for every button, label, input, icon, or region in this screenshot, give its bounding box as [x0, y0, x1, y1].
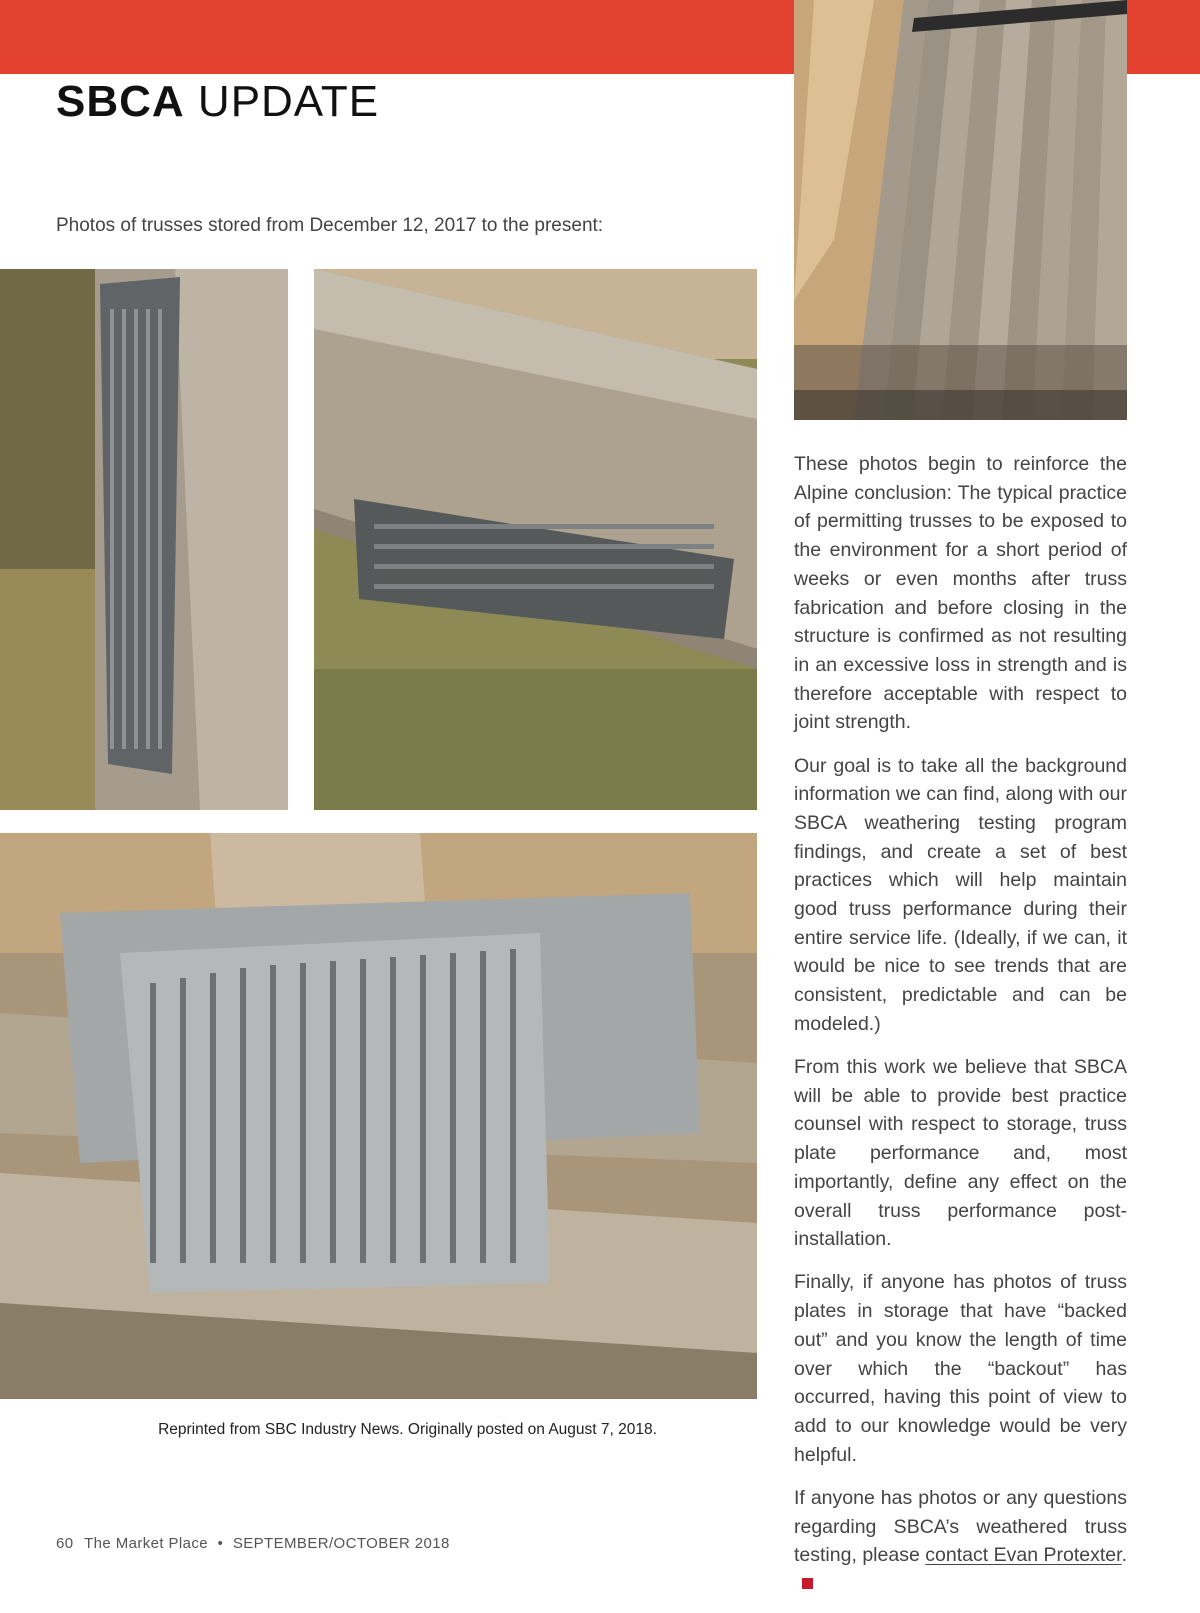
photo-truss-plates-closeup	[0, 833, 757, 1399]
page-number: 60	[56, 1535, 74, 1552]
paragraph-5	[794, 1484, 1127, 1599]
article-body	[794, 450, 1127, 1613]
paragraph-3: From this work we believe that SBCA will be able to provide best practice counsel with respect to storage, truss plate performance and, most importantly, define any effect on the overall truss performance post-installation.	[794, 1056, 1127, 1251]
photo-truss-plate-angled	[314, 269, 757, 810]
issue-date: SEPTEMBER/OCTOBER 2018	[232, 1535, 450, 1552]
contact-link[interactable]: contact Evan Protexter	[925, 1544, 1122, 1567]
photo-lumber-stack	[794, 0, 1127, 420]
paragraph-5-period: .	[1121, 1544, 1127, 1567]
paragraph-1: These photos begin to reinforce the Alpine conclusion: The typical practice of permitting trusses to be exposed to the environment for a short period of weeks or even months after truss fabrication and before closing in the structure is confirmed as not resulting in an excessive loss in strength and is therefore acceptable with respect to joint strength.	[794, 453, 1127, 734]
page-title	[56, 74, 379, 130]
end-mark-icon	[802, 1578, 813, 1589]
publication-name: The Market Place	[84, 1535, 209, 1552]
photo-truss-plate-vertical	[0, 269, 288, 810]
paragraph-2: Our goal is to take all the background information we can find, along with our SBCA weathering testing program findings, and create a set of best practices which will help maintain good truss performance during their entire service life. (Ideally, if we can, it would be nice to see trends that are consistent, predictable and can be modeled.)	[794, 754, 1127, 1035]
footer-separator: •	[217, 1535, 224, 1552]
paragraph-5-text: If anyone has photos or any questions regarding SBCA’s weathered truss testing, please	[794, 1486, 1127, 1567]
page-footer	[56, 1535, 450, 1552]
paragraph-4: Finally, if anyone has photos of truss plates in storage that have “backed out” and you know the length of time over which the “backout” has occurred, having this point of view to add to our knowledge would be very helpful.	[794, 1271, 1127, 1466]
intro-text: Photos of trusses stored from December 12, 2017 to the present:	[56, 215, 604, 236]
photo-caption: Reprinted from SBC Industry News. Originally posted on August 7, 2018.	[158, 1421, 657, 1438]
title-light: UPDATE	[184, 77, 380, 126]
title-bold: SBCA	[56, 77, 185, 126]
